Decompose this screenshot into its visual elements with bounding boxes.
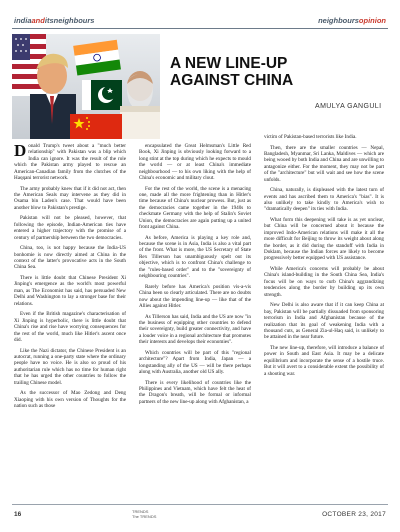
paragraph: victim of Pakistan-based terrorists like India. xyxy=(264,134,357,140)
paragraph: China, naturally, is displeased with the latest turn of events and has ascribed them to America's "bias". It is also unlikely to take kindly to America's wish to "dramatically deepen" its ties with India. xyxy=(264,187,384,213)
pakistan-flag-icon xyxy=(82,80,122,110)
china-flag-icon xyxy=(70,114,122,139)
article-column-3 xyxy=(264,134,384,498)
article-photo-collage xyxy=(12,34,160,139)
publication-logo xyxy=(132,510,156,519)
author-byline: AMULYA GANGULI xyxy=(315,103,382,110)
paragraph: Rarely before has America's position vis-a-vis China been so clearly articulated. There are no doubts now about the impending line-up — like that of the Allies against Hitler. xyxy=(139,283,251,309)
paragraph: As before, America is playing a key role and, because the scene is in Asia, India is also a vital part of the front. What is more, the US Secretary of State Rex Tillerson has unambiguously spelt out its objective, which is to confront China's challenge to the "rules-based order" and to the "sovereignty of neighbouring countries". xyxy=(139,234,251,280)
publication-logo-line2: The TRENDS xyxy=(132,513,157,519)
paragraph: There is every likelihood of countries like the Philippines and Vietnam, which have felt the heat of the Dragon's breath, will be formal or informal partners of the new line-up along with Afghanistan, a xyxy=(139,379,251,405)
paragraph: While America's concerns will probably be about China's island-building in the South China Sea, India's focus will be on ways to curb China's aggrandizing tendencies along the border by building up its own strength. xyxy=(264,266,384,298)
paragraph-text: onald Trump's tweet about a "much better relationship" with Pakistan was a blip which India can ignore. It was the result of the role which the Pakistan army played to rescue an American-Canadian family from the clutches of the Haqqani terrorist network. xyxy=(14,143,126,182)
page-footer xyxy=(12,504,388,523)
section-label-right xyxy=(318,16,386,25)
paragraph: As the successor of Mao Zedong and Deng Xiaoping with his own version of Thoughts for the nation such as those xyxy=(14,390,126,409)
flags-and-portrait-image xyxy=(12,34,160,139)
paragraph: Like the Nazi dictator, the Chinese President is an autocrat, running a one-party state where the ordinary people have no voice. He is also so proud of his authoritarian rule which has no time for human right that he has urged the other countries to follow the trailing Chinese model. xyxy=(14,347,126,386)
paragraph: New Delhi is also aware that if it can keep China at bay, Pakistan will be partially dissuaded from sponsoring terrorism in India and Afghanistan because of the realization that its goal of weakening India with a thousand cuts, as General Zia-ul-Haq said, is unlikely to be attained in the near future. xyxy=(264,302,384,341)
article-title: A NEW LINE-UP AGAINST CHINA xyxy=(170,55,294,89)
section-label-left-part1: india xyxy=(14,16,32,25)
paragraph: For the rest of the world, the scene is a menacing one, made all the more frightening than in Hitler's time because of China's nuclear prowess. But, just as the democracies came together in the 1940s to checkmate Germany with the help of Stalin's Soviet Union, the democracies are again putting up a united front against China. xyxy=(139,185,251,231)
paragraph: Then, there are the smaller countries — Nepal, Bangladesh, Myanmar, Sri Lanka, Maldives — which are being wooed by both India and China and are unwilling to antagonize either. For the moment, they may not be part of the "architecture" but will wait and see how the scene unfolds. xyxy=(264,144,384,183)
issue-date: OCTOBER 23, 2017 xyxy=(322,511,386,518)
section-label-right-part2: opinion xyxy=(358,16,386,25)
paragraph: Even if the British magazine's characterisation of Xi Jinping is hyperbolic, there is little doubt that China's rise and rise have worrying consequences for the rest of the world, much like Hitler's ascent once did. xyxy=(14,311,126,343)
paragraph: As Tillerson has said, India and the US are now "in the business of equipping other countries to defend their sovereignty, build greater connectivity, and have a louder voice in a regional architecture that promotes their interests and develops their economies". xyxy=(139,313,251,346)
paragraph: What form this deepening will take is as yet unclear, but China will be concerned about it because the improved Indo-American relations will make it all the more difficult for Beijing to throw its weight about along the border, as it did during the standoff with India in Doklam, because the Indian forces are likely to become progressively better equipped with US assistance. xyxy=(264,217,384,262)
paragraph: There is little doubt that Chinese President Xi Jinping's emergence as the world's most powerful man, as The Economist has said, has persuaded New Delhi and Washington to lay a stronger base for their relations. xyxy=(14,275,126,307)
paragraph: The army probably knew that if it did not act, then the American Seals may intervene as they did in Osama bin Laden's case. That would have been another blow to Pakistan's prestige. xyxy=(14,185,126,211)
page-number: 16 xyxy=(14,511,22,518)
paragraph: Which countries will be part of this "regional architecture"? Apart from India, Japan — a longstanding ally of the US — will be there perhaps along with Australia, another old US ally. xyxy=(139,349,251,375)
paragraph: encapsulated the Great Helmsman's Little Red Book, Xi Jinping is obviously looking forward to a long stint at the top during which he expects to mould the world — or at least China's immediate neighbourhood — to his own liking with the help of China's economic and military clout. xyxy=(139,143,251,182)
paragraph: Pakistan will not be pleased, however, that following the episode, Indian-American ties have entered a higher trajectory with the promise of a century of partnership between the two democracies. xyxy=(14,215,126,241)
paragraph: The new line-up, therefore, will introduce a balance of power in South and East Asia. It may be a delicate equilibrium and incorporate the sense of a hostile truce. But it will avert to a considerable extent the possibility of a shooting war. xyxy=(264,344,384,377)
section-label-left-part2: and xyxy=(31,16,45,25)
section-label-left-part3: itsneighbours xyxy=(44,16,95,25)
drop-cap: D xyxy=(14,141,27,160)
page-header xyxy=(12,10,388,29)
paragraph: China, too, is not happy because the India-US bonhomie is now directly aimed at China in the context of the latter's provocative acts in the South China Sea. xyxy=(14,245,126,271)
india-flag-icon xyxy=(73,40,121,76)
article-column-2 xyxy=(139,143,251,498)
paragraph xyxy=(14,143,126,181)
section-label-right-part1: neighbours xyxy=(318,16,359,25)
article-column-1 xyxy=(14,143,126,498)
publication-logo-line1: TRENDS xyxy=(132,509,149,514)
section-label-left xyxy=(14,16,94,25)
